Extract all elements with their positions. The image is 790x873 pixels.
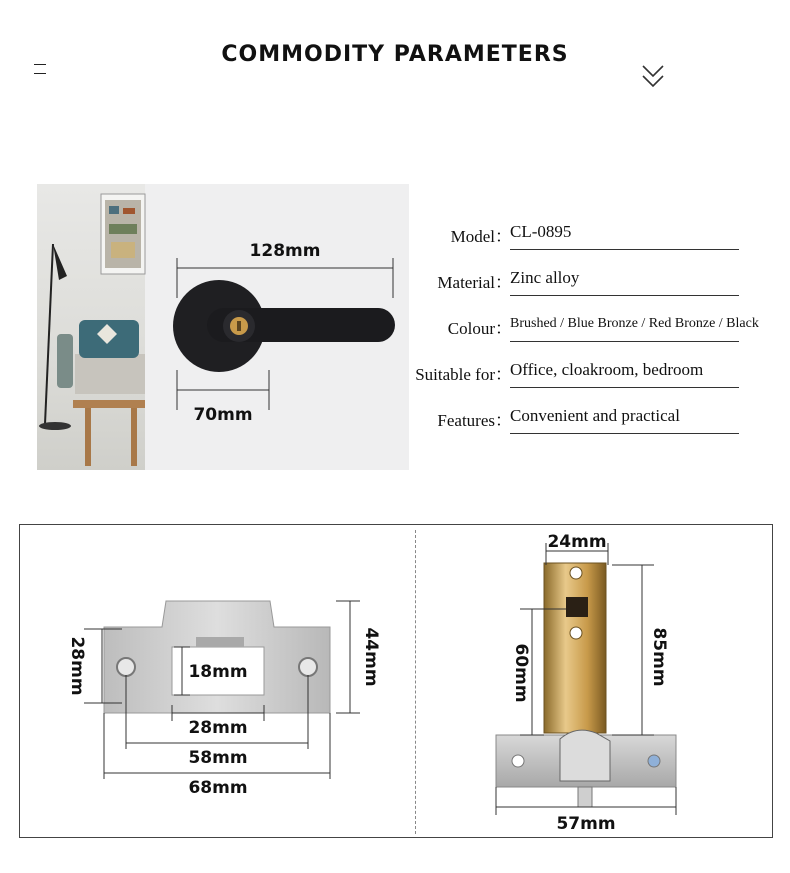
spec-key: Material： xyxy=(437,273,512,292)
spec-value: Brushed / Blue Bronze / Red Bronze / Black xyxy=(510,316,759,331)
divider xyxy=(510,249,739,250)
spec-row-material xyxy=(412,258,782,304)
divider xyxy=(510,341,739,342)
rose-diameter-label: 70mm xyxy=(193,405,253,425)
spec-key: Suitable for： xyxy=(415,365,512,384)
divider xyxy=(510,295,739,296)
strike-height-label: 28mm xyxy=(67,636,87,696)
strike-plate-drawing xyxy=(20,525,415,835)
spec-value: CL-0895 xyxy=(510,222,572,241)
double-chevron-down-icon xyxy=(640,62,666,92)
faceplate-width-label: 57mm xyxy=(556,814,616,834)
spec-value: Office, cloakroom, bedroom xyxy=(510,360,704,379)
lever-length-label: 128mm xyxy=(249,241,321,261)
screw-spacing-label: 58mm xyxy=(188,748,248,768)
opening-width-label: 28mm xyxy=(188,718,248,738)
spec-row-suitable-for xyxy=(412,350,782,396)
lip-height-label: 44mm xyxy=(361,627,381,687)
spec-row-model xyxy=(412,212,782,258)
spec-row-features xyxy=(412,396,782,442)
spec-value: Zinc alloy xyxy=(510,268,580,287)
divider xyxy=(510,433,739,434)
page-title: COMMODITY PARAMETERS xyxy=(221,42,569,67)
backset-60-label: 60mm xyxy=(511,643,531,703)
latch-drawing xyxy=(416,525,771,835)
body-width-label: 24mm xyxy=(547,532,607,552)
spec-key: Model： xyxy=(450,227,512,246)
divider xyxy=(510,387,739,388)
product-photo xyxy=(37,184,409,470)
spec-value: Convenient and practical xyxy=(510,406,680,425)
lever-illustration xyxy=(37,184,409,470)
backset-85-label: 85mm xyxy=(649,627,669,687)
opening-height-label: 18mm xyxy=(188,662,248,682)
spec-key: Colour： xyxy=(447,319,512,338)
strike-width-label: 68mm xyxy=(188,778,248,798)
spec-row-colour xyxy=(412,304,782,350)
spec-key: Features： xyxy=(437,411,512,430)
